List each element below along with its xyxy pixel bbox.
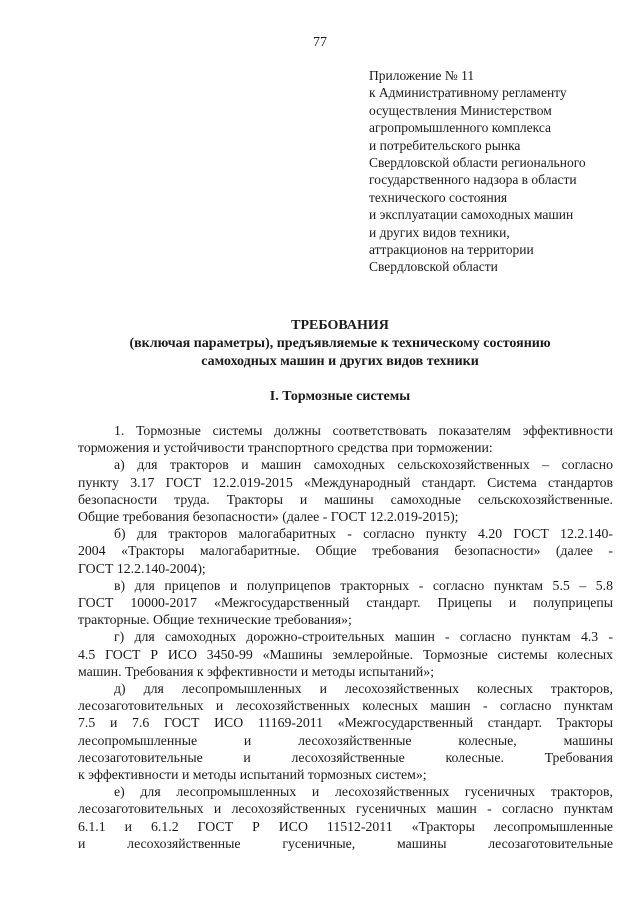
text-line: лесозаготовительных и лесохозяйственных гусеничных машин - согласно пунктам bbox=[78, 801, 613, 817]
paragraph bbox=[78, 680, 613, 783]
text-line: 6.1.1 и 6.1.2 ГОСТ Р ИСО 11512-2011 «Тракторы лесопромышленные bbox=[78, 818, 613, 834]
text-line: д) для лесопромышленных и лесохозяйственных колесных тракторов, bbox=[114, 681, 613, 697]
paragraph bbox=[78, 422, 613, 456]
text-line: пункту 3.17 ГОСТ 12.2.019-2015 «Международный стандарт. Система стандартов bbox=[78, 474, 613, 490]
text-line: 2004 «Тракторы малогабаритные. Общие требования безопасности» (далее - bbox=[78, 543, 613, 559]
text-line: а) для тракторов и машин самоходных сельскохозяйственных – согласно bbox=[114, 457, 613, 473]
appendix-line: Свердловской области регионального bbox=[369, 155, 586, 171]
appendix-line: государственного надзора в области bbox=[369, 172, 577, 188]
paragraph bbox=[78, 783, 613, 852]
appendix-line: аттракционов на территории bbox=[369, 242, 534, 258]
text-line: тракторные. Общие технические требования»; bbox=[78, 612, 352, 628]
text-line: ГОСТ 12.2.140-2004); bbox=[78, 560, 206, 576]
text-line: е) для лесопромышленных и лесохозяйственных гусеничных тракторов, bbox=[114, 784, 613, 800]
text-line: в) для прицепов и полуприцепов тракторных - согласно пунктам 5.5 – 5.8 bbox=[114, 577, 613, 593]
appendix-header bbox=[369, 67, 629, 276]
document-title bbox=[60, 317, 620, 371]
paragraph bbox=[78, 525, 613, 577]
text-line: лесозаготовительные и лесохозяйственные колесные. Требования bbox=[78, 749, 613, 765]
text-line: машин. Требования к эффективности и методы испытаний»; bbox=[78, 663, 435, 679]
title-line: (включая параметры), предъявляемые к техническому состоянию bbox=[129, 336, 551, 351]
paragraph bbox=[78, 456, 613, 525]
text-line: и лесохозяйственные гусеничные, машины лесозаготовительные bbox=[78, 835, 613, 851]
appendix-line: и других видов техники, bbox=[369, 224, 510, 240]
text-line: б) для тракторов малогабаритных - согласно пункту 4.20 ГОСТ 12.2.140- bbox=[114, 526, 613, 542]
appendix-line: технического состояния bbox=[369, 189, 508, 205]
appendix-line: и потребительского рынка bbox=[369, 137, 521, 153]
text-line: 4.5 ГОСТ Р ИСО 3450-99 «Машины землеройные. Тормозные системы колесных bbox=[78, 646, 613, 662]
appendix-line: к Административному регламенту bbox=[369, 85, 567, 101]
appendix-line: агропромышленного комплекса bbox=[369, 120, 551, 136]
appendix-line: осуществления Министерством bbox=[369, 102, 552, 118]
text-line: 1. Тормозные системы должны соответствовать показателям эффективности bbox=[114, 423, 613, 438]
text-line: к эффективности и методы испытаний тормозных систем»; bbox=[78, 767, 427, 783]
appendix-line: и эксплуатации самоходных машин bbox=[369, 207, 574, 223]
section-heading: I. Тормозные системы bbox=[269, 389, 411, 404]
appendix-line: Свердловской области bbox=[369, 259, 498, 275]
title-line: самоходных машин и других видов техники bbox=[201, 354, 479, 369]
text-line: Общие требования безопасности» (далее - ГОСТ 12.2.019-2015); bbox=[78, 509, 459, 525]
title-line: ТРЕБОВАНИЯ bbox=[291, 318, 389, 333]
text-line: лесозаготовительных и лесохозяйственных колесных машин - согласно пунктам bbox=[78, 698, 613, 714]
text-line: безопасности труда. Тракторы и машины самоходные сельскохозяйственные. bbox=[78, 491, 613, 507]
text-line: ГОСТ 10000-2017 «Межгосударственный стандарт. Прицепы и полуприцепы bbox=[78, 595, 613, 611]
paragraph bbox=[78, 628, 613, 680]
body-text bbox=[78, 422, 613, 852]
appendix-line: Приложение № 11 bbox=[369, 68, 475, 83]
page-number: 77 bbox=[313, 35, 327, 50]
paragraph bbox=[78, 577, 613, 629]
text-line: торможения и устойчивости транспортного средства при торможении: bbox=[78, 440, 493, 456]
text-line: г) для самоходных дорожно-строительных машин - согласно пунктам 4.3 - bbox=[114, 629, 613, 645]
text-line: 7.5 и 7.6 ГОСТ ИСО 11169-2011 «Межгосударственный стандарт. Тракторы bbox=[78, 715, 613, 731]
text-line: лесопромышленные и лесохозяйственные колесные, машины bbox=[78, 732, 613, 748]
